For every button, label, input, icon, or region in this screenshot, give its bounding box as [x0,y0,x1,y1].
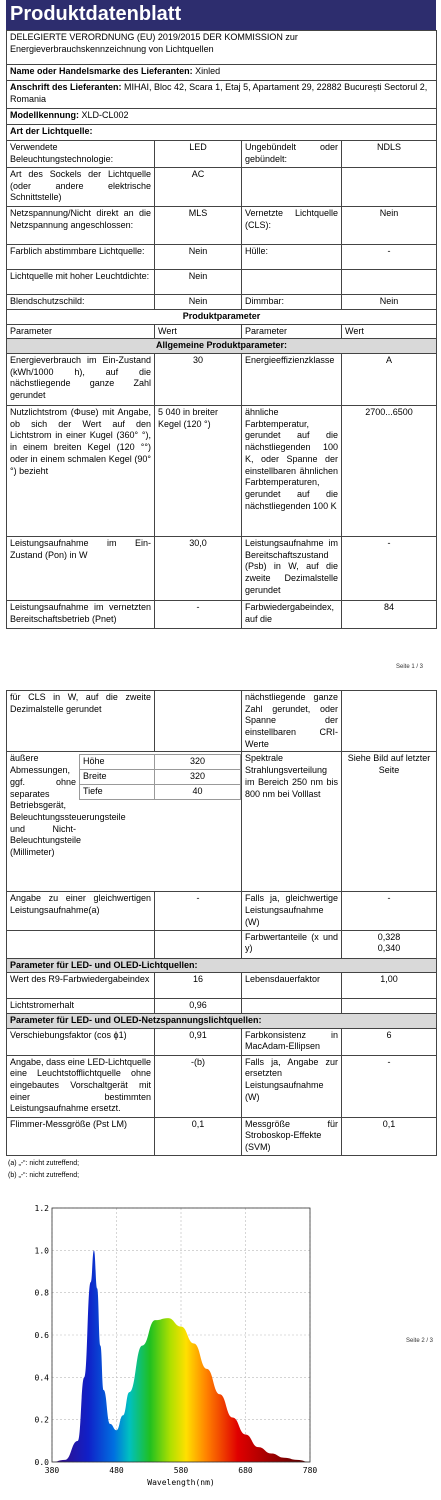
supplier-address-row: Anschrift des Lieferanten: MIHAI, Bloc 42, Scara 1, Etaj 5, Apartament 29, 22882 București Sectorul 2, Romania [7,81,437,109]
param-row: Nutzlichtstrom (Φuse) mit Angabe, ob sich der Wert auf den Lichtstrom in einer Kugel (360° °), in einem breiten Kegel (120 °°) oder in einem schmalen Kegel (90° °) bezieht 5 040 in breiter Kegel (120 °) ähnliche Farbtemperatur, gerundet auf die nächstliegenden 100 K, oder Spanne der einstellbaren ähnlichen Farbtemperaturen, gerundet auf die nächstliegenden 100 K 2700...6500 [7,406,437,537]
y-tick-label: 0.4 [34,1373,49,1383]
y-tick-label: 0.8 [34,1288,49,1298]
x-axis-label: Wavelength(nm) [147,1478,215,1487]
light-type-row: Lichtquelle mit hoher Leuchtdichte: Nein [7,270,437,295]
param-row: Angabe zu einer gleichwertigen Leistungsaufnahme(a) - Falls ja, gleichwertige Leistungsaufnahme (W) - [7,892,437,930]
led-params-heading: Parameter für LED- und OLED-Lichtquellen: [7,958,437,973]
y-tick-label: 0.2 [34,1415,49,1425]
datasheet-table [6,30,437,629]
x-tick-label: 680 [238,1466,253,1475]
dimensions-table: Höhe 320 Breite 320 Tiefe 40 [79,754,241,799]
light-type-row: Farblich abstimmbare Lichtquelle: Nein Hülle: - [7,245,437,270]
supplier-name-row: Name oder Handelsmarke des Lieferanten: Xinled [7,65,437,81]
model-row: Modellkennung: XLD-CL002 [7,109,437,125]
x-tick-label: 480 [109,1466,124,1475]
light-type-row: Netzspannung/Nicht direkt an die Netzspannung angeschlossen: MLS Vernetzte Lichtquelle (CLS): Nein [7,207,437,245]
param-row: Wert des R9-Farbwiedergabeindex 16 Lebensdauerfaktor 1,00 [7,973,437,999]
footnote-a: (a) „-“: nicht zutreffend; [8,1160,80,1167]
y-tick-label: 0.0 [34,1458,49,1467]
param-row: Flimmer-Messgröße (Pst LM) 0,1 Messgröße für Stroboskop-Effekte (SVM) 0,1 [7,1117,437,1155]
param-row: Energieverbrauch im Ein-Zustand (kWh/1000 h), auf die nächstliegende ganze Zahl gerundet 30 Energieeffizienzklasse A [7,354,437,406]
x-tick-label: 580 [173,1466,189,1475]
light-type-row: Blendschutzschild: Nein Dimmbar: Nein [7,295,437,310]
y-tick-label: 0.6 [34,1331,49,1340]
x-tick-label: 380 [44,1466,60,1475]
spectrum-chart [30,1200,320,1490]
y-tick-label: 1.0 [34,1246,49,1256]
dimensions-label: äußere Abmessungen, ggf. ohne separates Betriebsgerät, Beleuchtungssteuerungsteile und Nicht-Beleuchtungsteile (Millimeter) [10,753,126,857]
footnotes [8,1158,79,1182]
product-params-heading: Produktparameter [7,309,437,324]
x-tick-label: 780 [302,1466,318,1475]
param-row: Verschiebungsfaktor (cos ϕ1) 0,91 Farbkonsistenz in MacAdam-Ellipsen 6 [7,1028,437,1055]
page-1 [6,0,436,629]
page-2 [6,690,436,1156]
product-params-header-row: Parameter Wert Parameter Wert [7,324,437,339]
datasheet-table-continued [6,690,437,1156]
y-tick-label: 1.2 [34,1204,49,1213]
footnote-b: (b) „-“: nicht zutreffend; [8,1171,80,1179]
page-number: Seite 2 / 3 [406,1338,434,1344]
light-type-heading: Art der Lichtquelle: [7,125,437,141]
spectrum-area [52,1250,310,1462]
regulation-text: DELEGIERTE VERORDNUNG (EU) 2019/2015 DER KOMMISSION zur Energieverbrauchskennzeichnung von Lichtquellen [7,31,437,65]
mains-params-heading: Parameter für LED- und OLED-Netzspannungslichtquellen: [7,1013,437,1028]
page-number: Seite 1 / 3 [396,664,424,670]
param-row: Farbwertanteile (x und y) 0,328 0,340 [7,930,437,958]
param-row: für CLS in W, auf die zweite Dezimalstelle gerundet nächstliegende ganze Zahl gerundet, oder Spanne der einstellbaren CRI-Werte [7,691,437,752]
light-type-row: Verwendete Beleuchtungstechnologie: LED Ungebündelt oder gebündelt: NDLS [7,141,437,168]
param-row: Leistungsaufnahme im Ein-Zustand (Pon) in W 30,0 Leistungsaufnahme im Bereitschaftszustand (Psb) in W, auf die zweite Dezimalstelle gerundet - [7,537,437,601]
param-row: Leistungsaufnahme im vernetzten Bereitschaftsbetrieb (Pnet) - Farbwiedergabeindex, auf die 84 [7,601,437,629]
general-params-heading: Allgemeine Produktparameter: [7,339,437,354]
dimensions-row: äußere Abmessungen, ggf. ohne separates Betriebsgerät, Beleuchtungssteuerungsteile und Nicht-Beleuchtungsteile (Millimeter) Höhe 320 Breite 320 Tiefe 40 Spektrale Strahlungsverteilung im Bereich 250 nm bis 800 nm bei Volllast Siehe Bild auf letzter Seite [7,752,437,892]
param-row: Angabe, dass eine LED-Lichtquelle eine Leuchtstofflichtquelle ohne eingebautes Vorschaltgerät mit einer bestimmten Leistungsaufnahme ersetzt. -(b) Falls ja, Angabe zur ersetzten Leistungsaufnahme (W) - [7,1055,437,1117]
page-title: Produktdatenblatt [6,0,436,30]
light-type-row: Art des Sockels der Lichtquelle (oder andere elektrische Schnittstelle) AC [7,168,437,207]
param-row: Lichtstromerhalt 0,96 [7,999,437,1014]
